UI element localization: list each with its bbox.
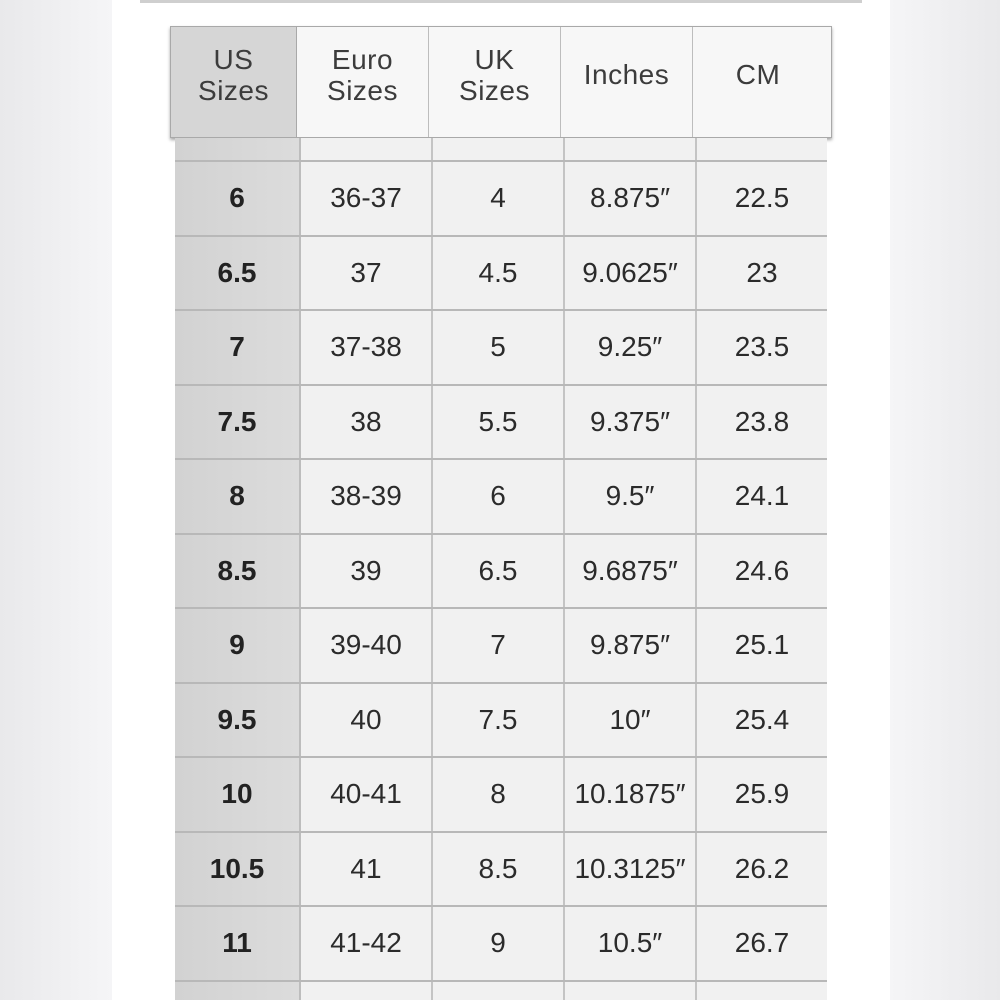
euro-size-cell: 37-38	[301, 311, 433, 384]
uk-size-cell: 8.5	[433, 833, 565, 906]
euro-size-cell: 41-42	[301, 907, 433, 980]
size-chart-header	[170, 26, 832, 138]
spacer-cell	[565, 138, 697, 160]
euro-size-cell: 36-37	[301, 162, 433, 235]
uk-size-cell: 5.5	[433, 386, 565, 459]
uk-size-cell: 7	[433, 609, 565, 682]
us-size-cell: 8	[175, 460, 301, 533]
uk-size-cell: 9	[433, 907, 565, 980]
table-row	[175, 162, 827, 237]
table-row	[175, 833, 827, 908]
table-row	[175, 386, 827, 461]
euro-size-cell: 40-41	[301, 758, 433, 831]
us-size-cell: 10.5	[175, 833, 301, 906]
cut-off-cell	[697, 982, 827, 1000]
us-size-cell: 9.5	[175, 684, 301, 757]
inches-cell: 10.3125″	[565, 833, 697, 906]
inches-cell: 9.6875″	[565, 535, 697, 608]
left-background	[0, 0, 112, 1000]
cm-cell: 25.1	[697, 609, 827, 682]
cut-off-cell	[175, 982, 301, 1000]
table-row-cut-off	[175, 982, 827, 1000]
header-us-sizes: US Sizes	[171, 27, 297, 137]
uk-size-cell: 4	[433, 162, 565, 235]
table-row	[175, 758, 827, 833]
euro-size-cell: 38-39	[301, 460, 433, 533]
cm-cell: 26.7	[697, 907, 827, 980]
table-row	[175, 460, 827, 535]
table-spacer-row	[175, 138, 827, 162]
inches-cell: 9.5″	[565, 460, 697, 533]
us-size-cell: 6	[175, 162, 301, 235]
spacer-cell	[301, 138, 433, 160]
inches-cell: 10.1875″	[565, 758, 697, 831]
table-row	[175, 684, 827, 759]
inches-cell: 10″	[565, 684, 697, 757]
uk-size-cell: 4.5	[433, 237, 565, 310]
uk-size-cell: 7.5	[433, 684, 565, 757]
spacer-cell	[697, 138, 827, 160]
us-size-cell: 9	[175, 609, 301, 682]
inches-cell: 8.875″	[565, 162, 697, 235]
inches-cell: 9.25″	[565, 311, 697, 384]
euro-size-cell: 39	[301, 535, 433, 608]
header-inches: Inches	[561, 27, 693, 137]
inches-cell: 9.375″	[565, 386, 697, 459]
spacer-cell	[433, 138, 565, 160]
spacer-cell	[175, 138, 301, 160]
euro-size-cell: 38	[301, 386, 433, 459]
us-size-cell: 11	[175, 907, 301, 980]
table-row	[175, 535, 827, 610]
us-size-cell: 10	[175, 758, 301, 831]
cm-cell: 25.9	[697, 758, 827, 831]
cm-cell: 22.5	[697, 162, 827, 235]
cm-cell: 24.1	[697, 460, 827, 533]
uk-size-cell: 6	[433, 460, 565, 533]
cut-off-cell	[301, 982, 433, 1000]
euro-size-cell: 37	[301, 237, 433, 310]
euro-size-cell: 39-40	[301, 609, 433, 682]
table-row	[175, 907, 827, 982]
cm-cell: 23	[697, 237, 827, 310]
uk-size-cell: 6.5	[433, 535, 565, 608]
cut-off-cell	[433, 982, 565, 1000]
header-cm: CM	[735, 58, 781, 90]
us-size-cell: 8.5	[175, 535, 301, 608]
cm-cell: 23.8	[697, 386, 827, 459]
inches-cell: 9.0625″	[565, 237, 697, 310]
inches-cell: 10.5″	[565, 907, 697, 980]
us-size-cell: 6.5	[175, 237, 301, 310]
table-row	[175, 311, 827, 386]
table-row	[175, 237, 827, 312]
header-euro-sizes: Euro Sizes	[297, 27, 429, 137]
cm-cell: 24.6	[697, 535, 827, 608]
table-row	[175, 609, 827, 684]
right-background	[890, 0, 1000, 1000]
top-divider	[140, 0, 862, 3]
cm-cell: 23.5	[697, 311, 827, 384]
header-uk-sizes: UK Sizes	[429, 27, 561, 137]
uk-size-cell: 5	[433, 311, 565, 384]
uk-size-cell: 8	[433, 758, 565, 831]
cm-cell: 26.2	[697, 833, 827, 906]
cm-cell: 25.4	[697, 684, 827, 757]
us-size-cell: 7.5	[175, 386, 301, 459]
inches-cell: 9.875″	[565, 609, 697, 682]
euro-size-cell: 41	[301, 833, 433, 906]
size-chart-body	[175, 138, 827, 1000]
us-size-cell: 7	[175, 311, 301, 384]
cut-off-cell	[565, 982, 697, 1000]
euro-size-cell: 40	[301, 684, 433, 757]
